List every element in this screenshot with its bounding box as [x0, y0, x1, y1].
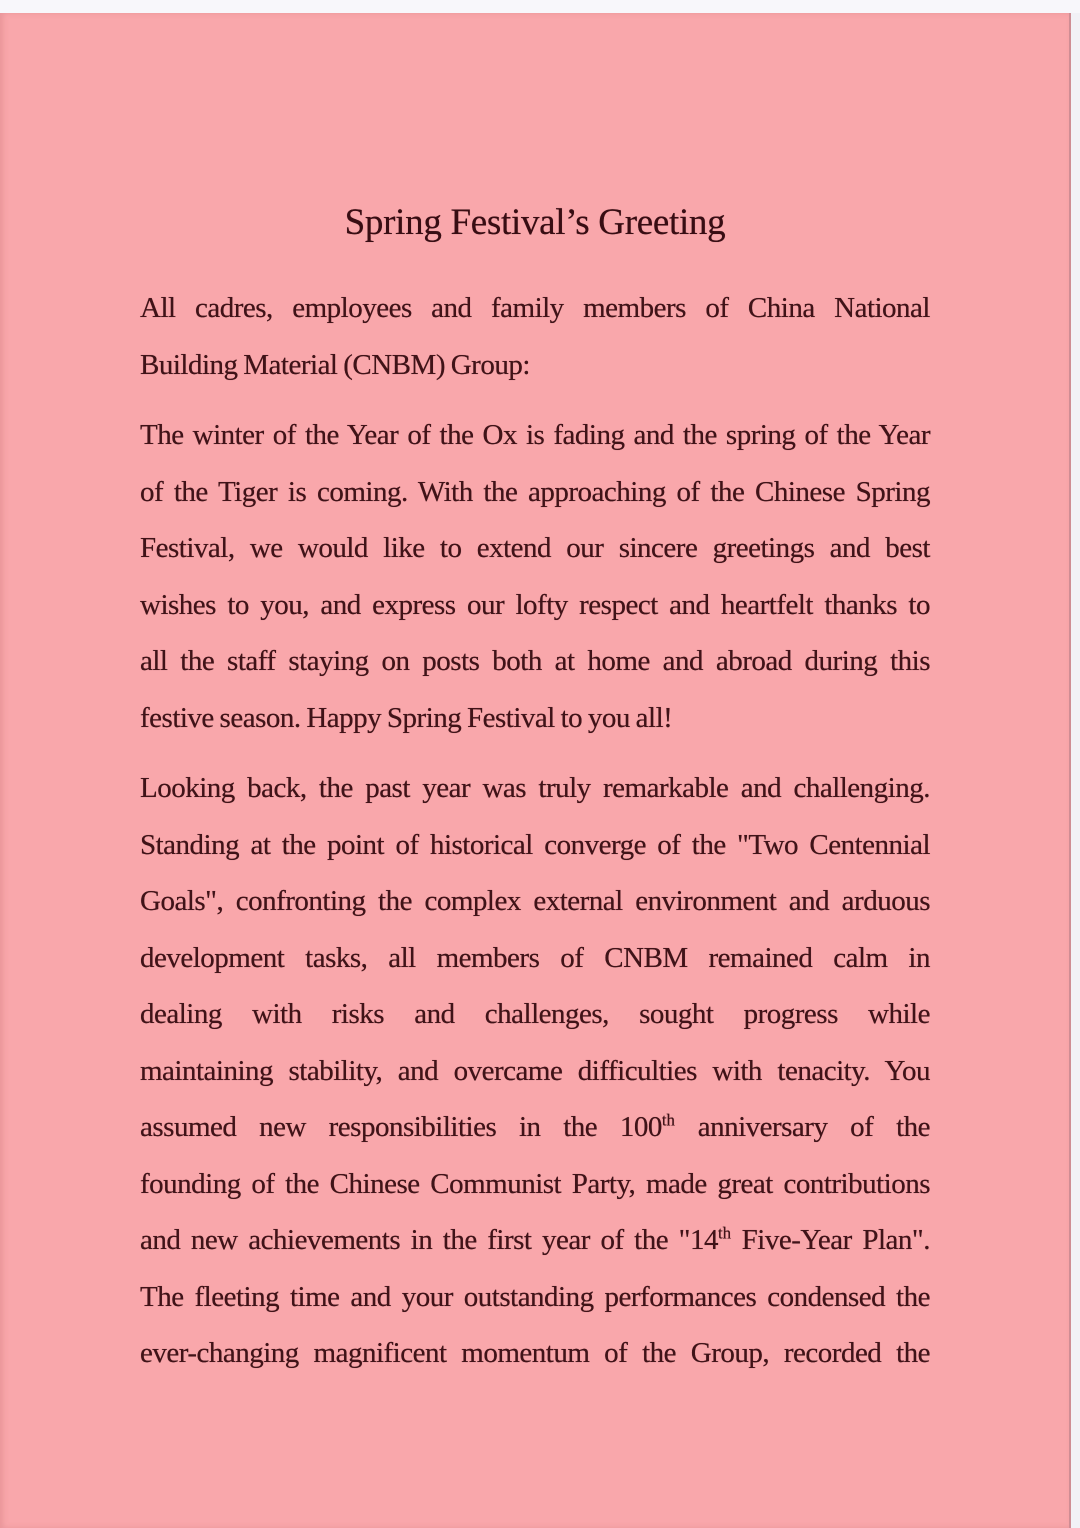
text-line: dealing with risks and challenges, sought progress while	[140, 998, 930, 1030]
text-line: The fleeting time and your outstanding performances condensed the	[140, 1280, 930, 1313]
text-line: wishes to you, and express our lofty respect and heartfelt thanks to	[140, 588, 930, 621]
text-line: ever-changing magnificent momentum of the Group, recorded the	[140, 1337, 930, 1369]
text-line: Festival, we would like to extend our sincere greetings and best	[140, 532, 930, 564]
letter-page	[0, 13, 1071, 1528]
document-body	[140, 280, 930, 1382]
text-line: Looking back, the past year was truly remarkable and challenging.	[140, 772, 930, 804]
text-line: founding of the Chinese Communist Party, made great contributions	[140, 1167, 930, 1200]
text-line: Standing at the point of historical converge of the "Two Centennial	[140, 828, 930, 861]
text-line: All cadres, employees and family members of China National	[140, 292, 930, 324]
paragraph	[140, 760, 930, 1382]
text-line: all the staff staying on posts both at home and abroad during this	[140, 645, 930, 677]
text-line: development tasks, all members of CNBM remained calm in	[140, 941, 930, 974]
paragraph	[140, 280, 930, 393]
text-line: and new achievements in the first year of the "14th Five-Year Plan".	[140, 1223, 930, 1256]
text-line: assumed new responsibilities in the 100th anniversary of the	[140, 1110, 930, 1143]
text-line: Building Material (CNBM) Group:	[140, 348, 530, 381]
text-line: The winter of the Year of the Ox is fading and the spring of the Year	[140, 419, 930, 451]
text-line: Goals", confronting the complex external environment and arduous	[140, 885, 930, 917]
text-line: festive season. Happy Spring Festival to you all!	[140, 701, 673, 734]
text-line: maintaining stability, and overcame difficulties with tenacity. You	[140, 1054, 930, 1087]
document-title: Spring Festival’s Greeting	[344, 202, 726, 243]
scan-top-margin	[0, 0, 1080, 13]
text-line: of the Tiger is coming. With the approaching of the Chinese Spring	[140, 475, 930, 508]
paragraph	[140, 407, 930, 746]
